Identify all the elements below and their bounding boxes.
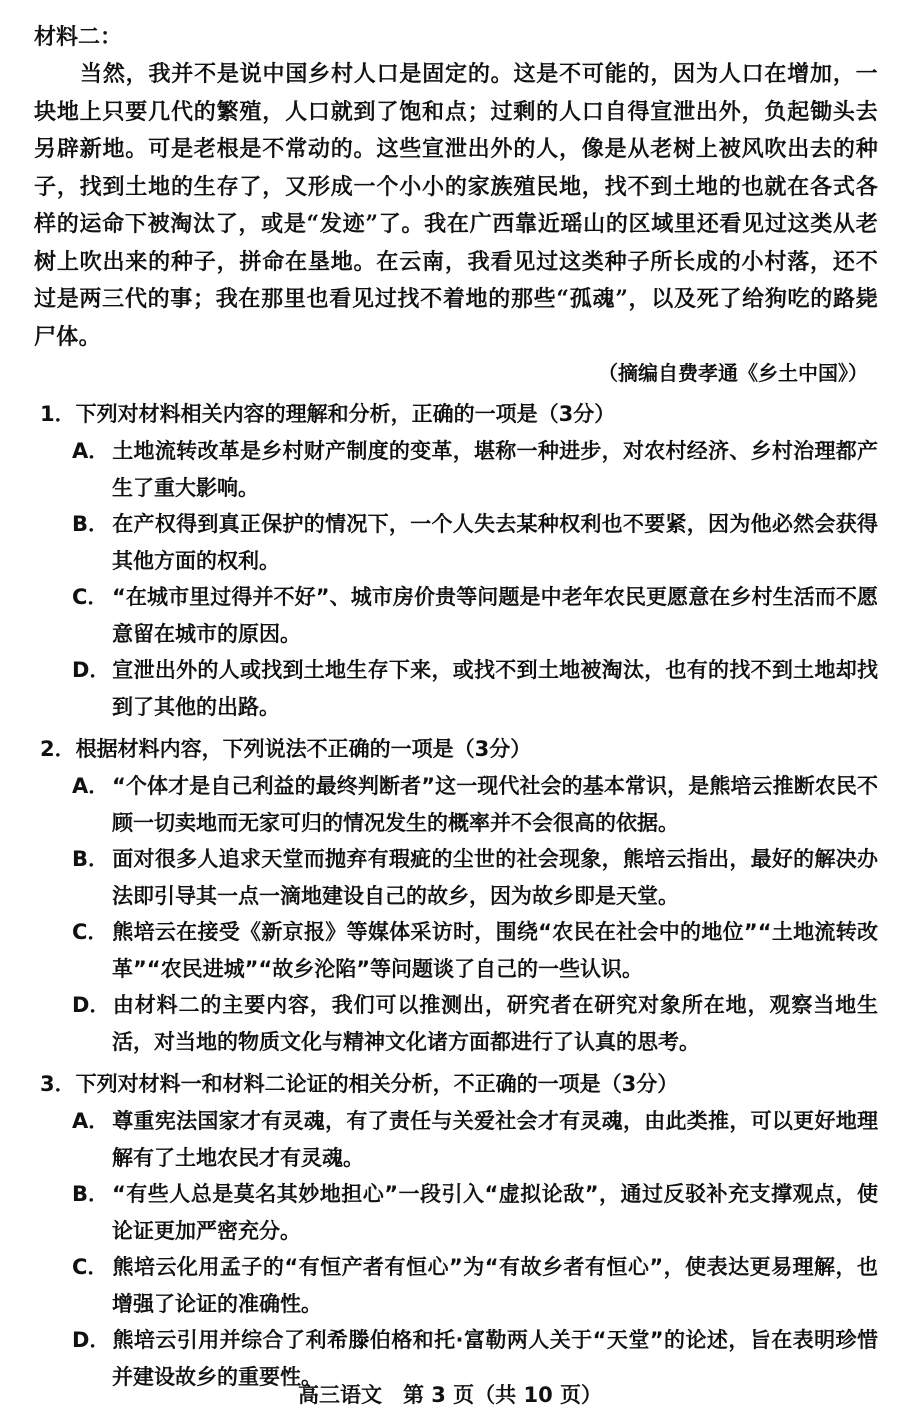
option-text: 土地流转改革是乡村财产制度的变革，堪称一种进步，对农村经济、乡村治理都产生了重大影响。: [112, 439, 878, 500]
question-stem: 3．下列对材料一和材料二论证的相关分析，不正确的一项是（3分）: [40, 1072, 679, 1096]
option-letter: C．: [72, 585, 109, 609]
option-letter: D．: [72, 658, 111, 682]
material-two-title: 材料二：: [34, 25, 123, 50]
option-text: 熊培云引用并综合了利希滕伯格和托·富勒两人关于“天堂”的论述，旨在表明珍惜并建设故乡的重要性。: [112, 1328, 878, 1389]
option-b: [72, 506, 878, 579]
option-letter: A．: [72, 439, 110, 463]
material-two-source: （摘编自费孝通《乡土中国》）: [598, 361, 868, 385]
option-text: “有些人总是莫名其妙地担心”一段引入“虚拟论敌”，通过反驳补充支撑观点，使论证更加严密充分。: [112, 1182, 878, 1243]
option-d: [72, 652, 878, 725]
option-letter: C．: [72, 920, 109, 944]
option-a: [72, 768, 878, 841]
option-letter: C．: [72, 1255, 109, 1279]
option-text: 在产权得到真正保护的情况下，一个人失去某种权利也不要紧，因为他必然会获得其他方面的权利。: [112, 512, 878, 573]
option-text: 尊重宪法国家才有灵魂，有了责任与关爱社会才有灵魂，由此类推，可以更好地理解有了土地农民才有灵魂。: [112, 1109, 878, 1170]
option-letter: D．: [72, 1328, 111, 1352]
option-text: 由材料二的主要内容，我们可以推测出，研究者在研究对象所在地，观察当地生活，对当地的物质文化与精神文化诸方面都进行了认真的思考。: [112, 993, 878, 1054]
option-letter: B．: [72, 847, 110, 871]
option-b: [72, 841, 878, 914]
option-a: [72, 1103, 878, 1176]
page-footer: 高三语文 第 3 页（共 10 页）: [297, 1383, 603, 1407]
question-3: [34, 1066, 878, 1395]
option-c: [72, 914, 878, 987]
option-text: 熊培云化用孟子的“有恒产者有恒心”为“有故乡者有恒心”，使表达更易理解，也增强了论证的准确性。: [112, 1255, 878, 1316]
option-letter: D．: [72, 993, 111, 1017]
option-a: [72, 433, 878, 506]
option-text: 面对很多人追求天堂而抛弃有瑕疵的尘世的社会现象，熊培云指出，最好的解决办法即引导其一点一滴地建设自己的故乡，因为故乡即是天堂。: [112, 847, 878, 908]
question-stem: 2．根据材料内容，下列说法不正确的一项是（3分）: [40, 737, 532, 761]
option-text: “在城市里过得并不好”、城市房价贵等问题是中老年农民更愿意在乡村生活而不愿意留在城市的原因。: [112, 585, 878, 646]
option-c: [72, 1249, 878, 1322]
question-1: [34, 396, 878, 725]
option-letter: A．: [72, 774, 110, 798]
question-stem: 1．下列对材料相关内容的理解和分析，正确的一项是（3分）: [40, 402, 616, 426]
option-b: [72, 1176, 878, 1249]
material-two-paragraph: 当然，我并不是说中国乡村人口是固定的。这是不可能的，因为人口在增加，一块地上只要几代的繁殖，人口就到了饱和点；过剩的人口自得宣泄出外，负起锄头去另辟新地。可是老根是不常动的。这些宣泄出外的人，像是从老树上被风吹出去的种子，找到土地的生存了，又形成一个小小的家族殖民地，找不到土地的也就在各式各样的运命下被淘汰了，或是“发迹”了。我在广西靠近瑶山的区域里还看见过这类从老树上吹出来的种子，拼命在垦地。在云南，我看见过这类种子所长成的小村落，还不过是两三代的事；我在那里也看见过找不着地的那些“孤魂”，以及死了给狗吃的路毙尸体。: [34, 61, 878, 350]
option-letter: B．: [72, 1182, 110, 1206]
option-c: [72, 579, 878, 652]
question-2: [34, 731, 878, 1060]
option-d: [72, 987, 878, 1060]
option-text: 熊培云在接受《新京报》等媒体采访时，围绕“农民在社会中的地位”“土地流转改革”“农民进城”“故乡沦陷”等问题谈了自己的一些认识。: [112, 920, 878, 981]
option-letter: B．: [72, 512, 110, 536]
option-text: 宣泄出外的人或找到土地生存下来，或找不到土地被淘汰，也有的找不到土地却找到了其他的出路。: [112, 658, 878, 719]
option-letter: A．: [72, 1109, 110, 1133]
option-text: “个体才是自己利益的最终判断者”这一现代社会的基本常识，是熊培云推断农民不顾一切卖地而无家可归的情况发生的概率并不会很高的依据。: [112, 774, 878, 835]
